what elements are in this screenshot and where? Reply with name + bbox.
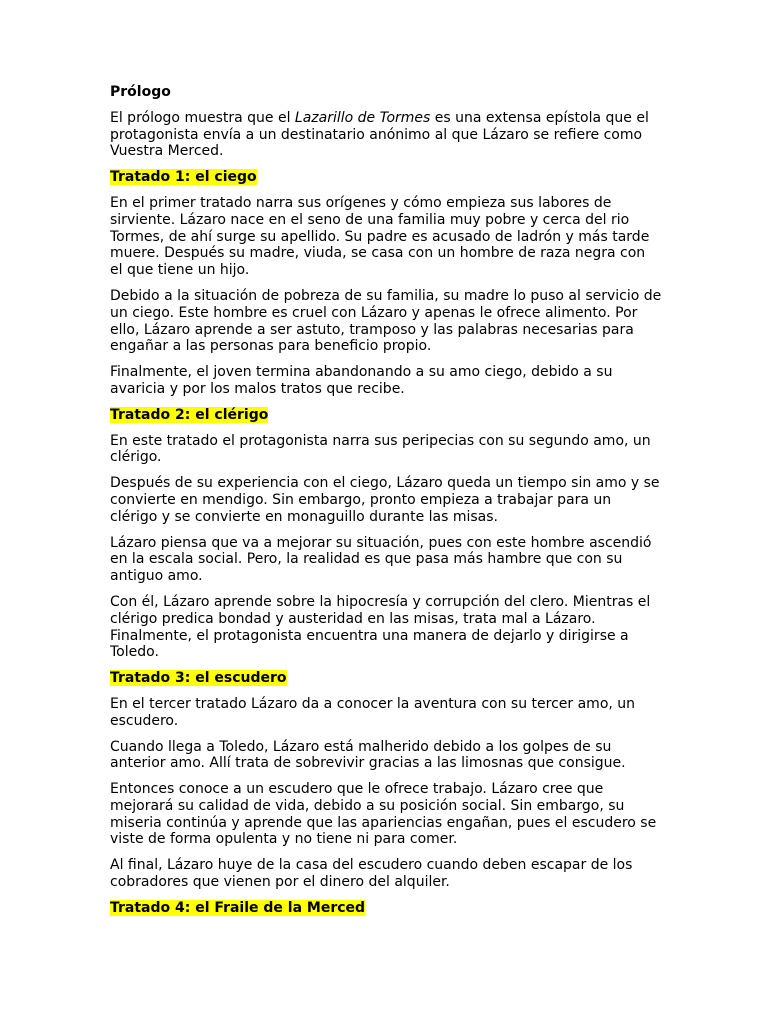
tratado1-paragraph-2: Debido a la situación de pobreza de su familia, su madre lo puso al servicio de un ciego. Este hombre es cruel con Lázaro y apenas le ofrece alimento. Por ello, Lázaro aprende a ser astuto, tramposo y las palabras necesarias para engañar a las personas para beneficio propio. — [110, 287, 662, 355]
prologo-title: Prólogo — [110, 84, 171, 100]
tratado3-paragraph-4: Al final, Lázaro huye de la casa del escudero cuando deben escapar de los cobradores que vienen por el dinero del alquiler. — [110, 857, 633, 891]
prologo-book-title: Lazarillo de Tormes — [294, 109, 431, 126]
prologo-paragraph — [110, 110, 662, 160]
tratado2-paragraph-4: Con él, Lázaro aprende sobre la hipocresía y corrupción del clero. Mientras el clérigo predica bondad y austeridad en las misas, trata mal a Lázaro. Finalmente, el protagonista encuentra una manera de dejarlo y dirigirse a Toledo. — [110, 593, 651, 661]
tratado4-heading — [110, 900, 662, 917]
tratado3-paragraph-1: En el tercer tratado Lázaro da a conocer la aventura con su tercer amo, un escudero. — [110, 695, 636, 729]
tratado1-paragraph-3: Finalmente, el joven termina abandonando a su amo ciego, debido a su avaricia y por los malos tratos que recibe. — [110, 364, 613, 397]
tratado1-heading — [110, 169, 662, 186]
prologo-heading — [110, 84, 662, 101]
tratado1-paragraph-1: En el primer tratado narra sus orígenes y cómo empieza sus labores de sirviente. Lázaro nace en el seno de una familia muy pobre y cerca del rio Tormes, de ahí surge su apellido. Su padre es acusado de ladrón y más tarde muere. Después su madre, viuda, se casa con un hombre de raza negra con el que tiene un hijo. — [110, 194, 650, 279]
document-page — [110, 84, 662, 926]
tratado2-paragraph-2: Después de su experiencia con el ciego, Lázaro queda un tiempo sin amo y se convierte en mendigo. Sin embargo, pronto empieza a trabajar para un clérigo y se convierte en monaguillo durante las misas. — [110, 475, 660, 525]
tratado3-title: Tratado 3: el escudero — [110, 670, 287, 687]
tratado2-paragraph-3: Lázaro piensa que va a mejorar su situación, pues con este hombre ascendió en la escala social. Pero, la realidad es que pasa más hambre que con su antiguo amo. — [110, 534, 652, 585]
tratado3-paragraph-2: Cuando llega a Toledo, Lázaro está malherido debido a los golpes de su anterior amo. Allí trata de sobrevivir gracias a las limosnas que consigue. — [110, 738, 626, 772]
tratado4-title: Tratado 4: el Fraile de la Merced — [110, 899, 366, 916]
tratado2-heading — [110, 407, 662, 424]
tratado2-paragraph-1: En este tratado el protagonista narra sus peripecias con su segundo amo, un clérigo. — [110, 432, 651, 466]
tratado1-title: Tratado 1: el ciego — [110, 169, 257, 186]
prologo-text-before: El prólogo muestra que el — [110, 109, 295, 126]
tratado2-title: Tratado 2: el clérigo — [110, 406, 269, 423]
prologo-text-after: es una extensa epístola que el protagonista envía a un destinatario anónimo al que Lázaro se refiere como Vuestra Merced. — [110, 109, 649, 160]
tratado3-paragraph-3: Entonces conoce a un escudero que le ofrece trabajo. Lázaro cree que mejorará su calidad de vida, debido a su posición social. Sin embargo, su miseria continúa y aprende que las apariencias engañan, pues el escudero se viste de forma opulenta y no tiene ni para comer. — [110, 781, 657, 848]
tratado3-heading — [110, 670, 662, 687]
